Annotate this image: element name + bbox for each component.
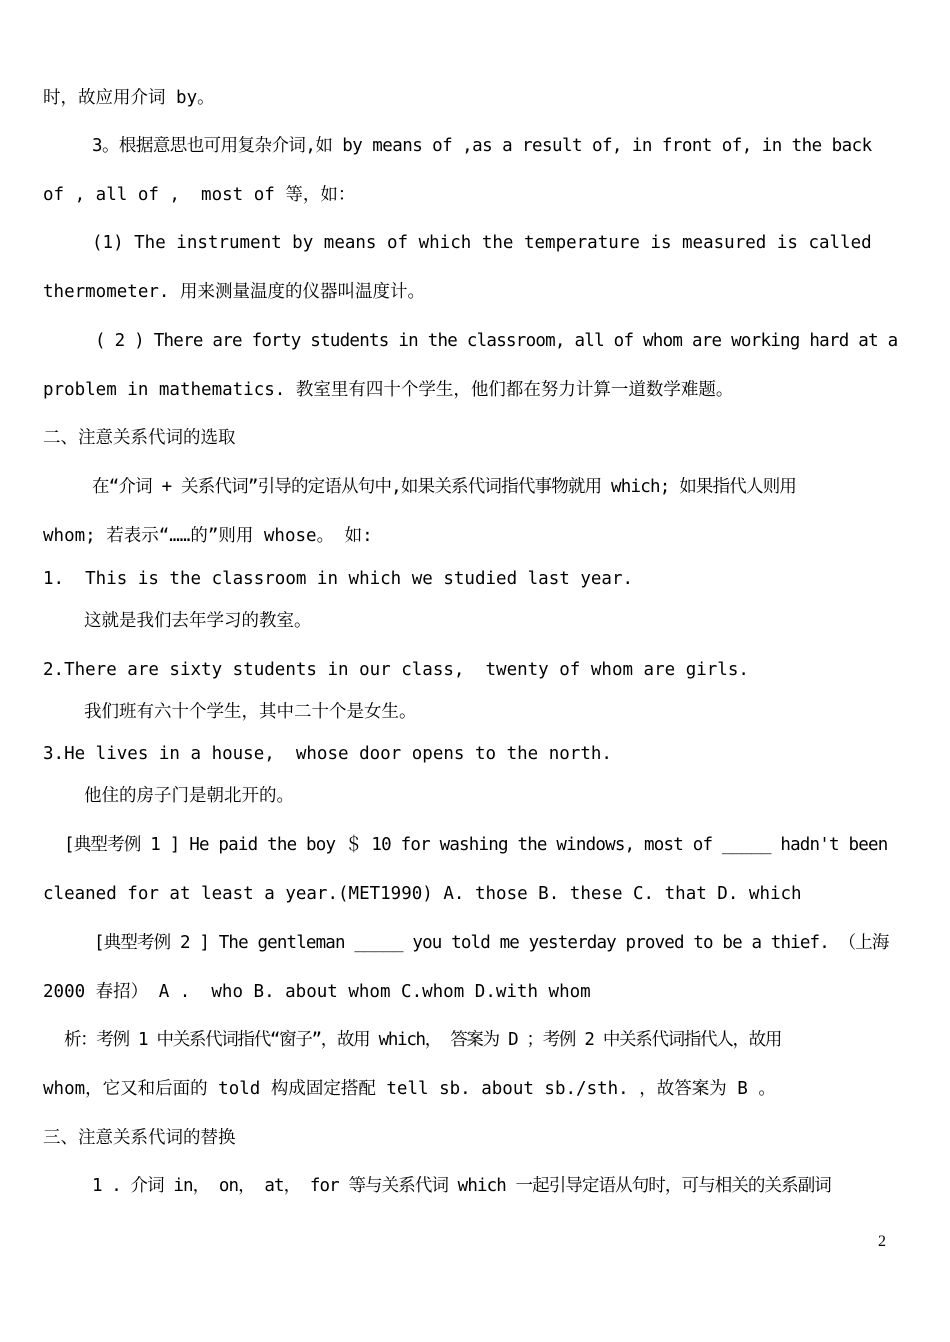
text-line-24: 1 . 介词 in， on， at， for 等与关系代词 which 一起引导定语从句时，可与相关的关系副词 [92, 1176, 831, 1196]
section-heading-3: 三、注意关系代词的替换 [43, 1128, 236, 1148]
text-line-6: ( 2 ) There are forty students in the classroom, all of whom are working hard at a [95, 331, 898, 351]
page-number: 2 [878, 1233, 886, 1250]
example-2-zh: 我们班有六十个学生，其中二十个是女生。 [84, 702, 417, 722]
analysis-line-2: whom，它又和后面的 told 构成固定搭配 tell sb. about sb./sth. ，故答案为 B 。 [43, 1079, 776, 1099]
exam-example-1-line-1: [典型考例 1 ] He paid the boy ＄ 10 for washing the windows, most of _____ hadn't been [64, 835, 888, 855]
example-1-zh: 这就是我们去年学习的教室。 [84, 611, 312, 631]
analysis-line-1: 析：考例 1 中关系代词指代“窗子”，故用 which， 答案为 D ；考例 2 中关系代词指代人，故用 [64, 1030, 782, 1050]
text-line-5: thermometer. 用来测量温度的仪器叫温度计。 [43, 282, 425, 302]
exam-example-1-line-2: cleaned for at least a year.(MET1990) A. those B. these C. that D. which [43, 884, 802, 904]
example-2-en: 2.There are sixty students in our class, twenty of whom are girls. [43, 660, 749, 680]
section-heading-2: 二、注意关系代词的选取 [43, 428, 236, 448]
text-line-4: (1) The instrument by means of which the temperature is measured is called [92, 233, 872, 253]
text-line-1: 时，故应用介词 by。 [43, 88, 215, 108]
exam-example-2-line-2: 2000 春招） A . who B. about whom C.whom D.with whom [43, 982, 591, 1002]
text-line-2: 3。根据意思也可用复杂介词,如 by means of ,as a result of, in front of, in the back [92, 136, 872, 156]
exam-example-2-line-1: [典型考例 2 ] The gentleman _____ you told me yesterday proved to be a thief. （上海 [94, 933, 889, 953]
example-3-zh: 他住的房子门是朝北开的。 [84, 786, 294, 806]
text-line-3: of , all of , most of 等，如： [43, 185, 356, 205]
text-line-9: 在“介词 + 关系代词”引导的定语从句中,如果关系代词指代事物就用 which; 如果指代人则用 [92, 477, 797, 497]
text-line-10: whom; 若表示“……的”则用 whose。 如: [43, 526, 373, 546]
example-3-en: 3.He lives in a house, whose door opens to the north. [43, 744, 612, 764]
example-1-en: 1. This is the classroom in which we studied last year. [43, 569, 634, 589]
text-line-7: problem in mathematics. 教室里有四十个学生，他们都在努力计算一道数学难题。 [43, 380, 734, 400]
